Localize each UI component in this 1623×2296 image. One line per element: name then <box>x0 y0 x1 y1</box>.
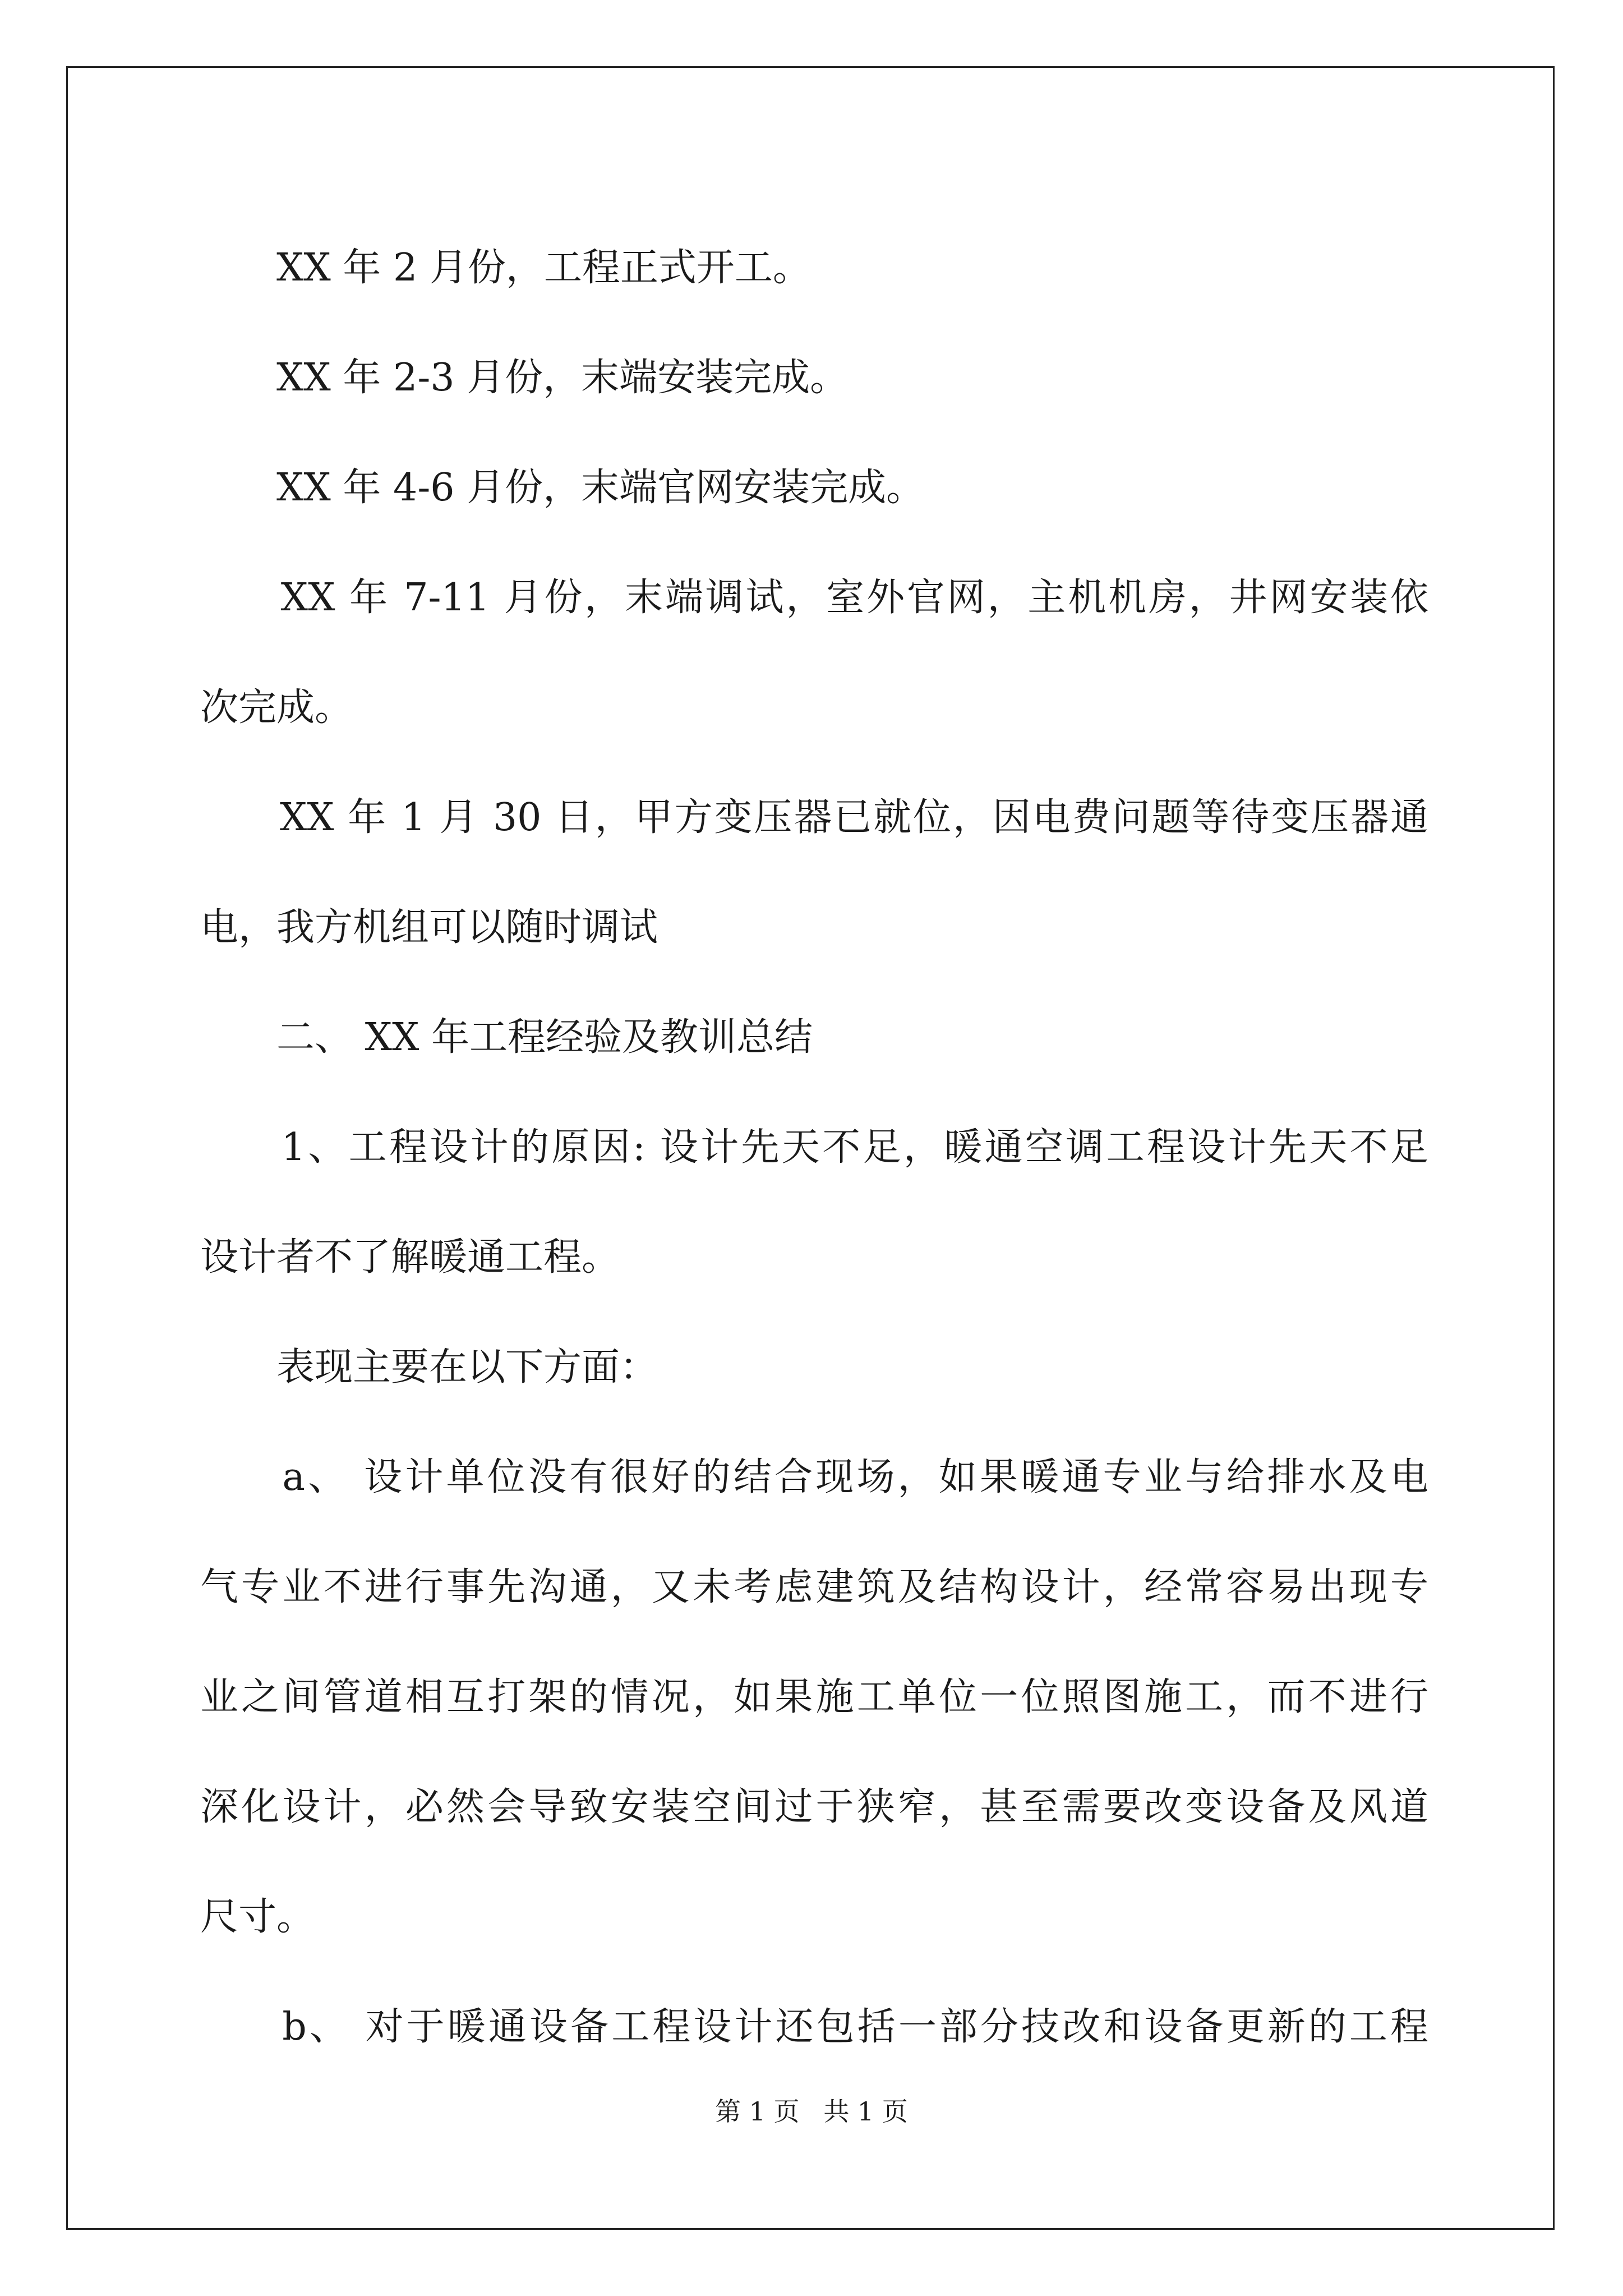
paragraph <box>200 1093 1428 1313</box>
text-line: 业之间管道相互打架的情况，如果施工单位一位照图施工，而不进行 <box>200 1675 1428 1719</box>
text-line: 气专业不进行事先沟通，又未考虑建筑及结构设计，经常容易出现专 <box>200 1565 1428 1609</box>
text-line: 设计者不了解暖通工程。 <box>200 1235 620 1280</box>
text-line: b、 对于暖通设备工程设计还包括一部分技改和设备更新的工程 <box>200 2005 1428 2049</box>
paragraph <box>200 213 1428 323</box>
paragraph <box>200 323 1428 433</box>
paragraph <box>200 1313 1428 1423</box>
text-line: XX 年 4-6 月份，末端官网安装完成。 <box>200 466 925 510</box>
paragraph <box>200 543 1428 763</box>
text-line: 电，我方机组可以随时调试 <box>200 905 658 950</box>
text-line: XX 年 2-3 月份，末端安装完成。 <box>200 356 849 400</box>
text-line: 1、工程设计的原因: 设计先天不足，暖通空调工程设计先天不足 <box>200 1125 1428 1170</box>
text-line: 表现主要在以下方面： <box>200 1345 658 1389</box>
text-line: 二、 XX 年工程经验及教训总结 <box>200 1015 813 1060</box>
page-total: 共 1 页 <box>823 2096 908 2127</box>
text-line: 深化设计，必然会导致安装空间过于狭窄，甚至需要改变设备及风道 <box>200 1785 1428 1829</box>
page-number: 第 1 页 <box>715 2096 800 2127</box>
paragraph <box>200 433 1428 543</box>
paragraph <box>200 763 1428 983</box>
text-line: XX 年 7-11 月份，末端调试，室外官网，主机机房，井网安装依 <box>200 576 1428 620</box>
text-line: a、 设计单位没有很好的结合现场，如果暖通专业与给排水及电 <box>200 1455 1428 1499</box>
page-footer <box>0 2091 1623 2128</box>
text-line: 尺寸。 <box>200 1895 315 1939</box>
text-line: XX 年 2 月份，工程正式开工。 <box>200 246 811 290</box>
text-line: XX 年 1 月 30 日，甲方变压器已就位，因电费问题等待变压器通 <box>200 795 1428 840</box>
section-heading <box>200 983 1428 1093</box>
paragraph <box>200 1972 1428 2082</box>
text-line: 次完成。 <box>200 685 353 730</box>
paragraph <box>200 1423 1428 1972</box>
